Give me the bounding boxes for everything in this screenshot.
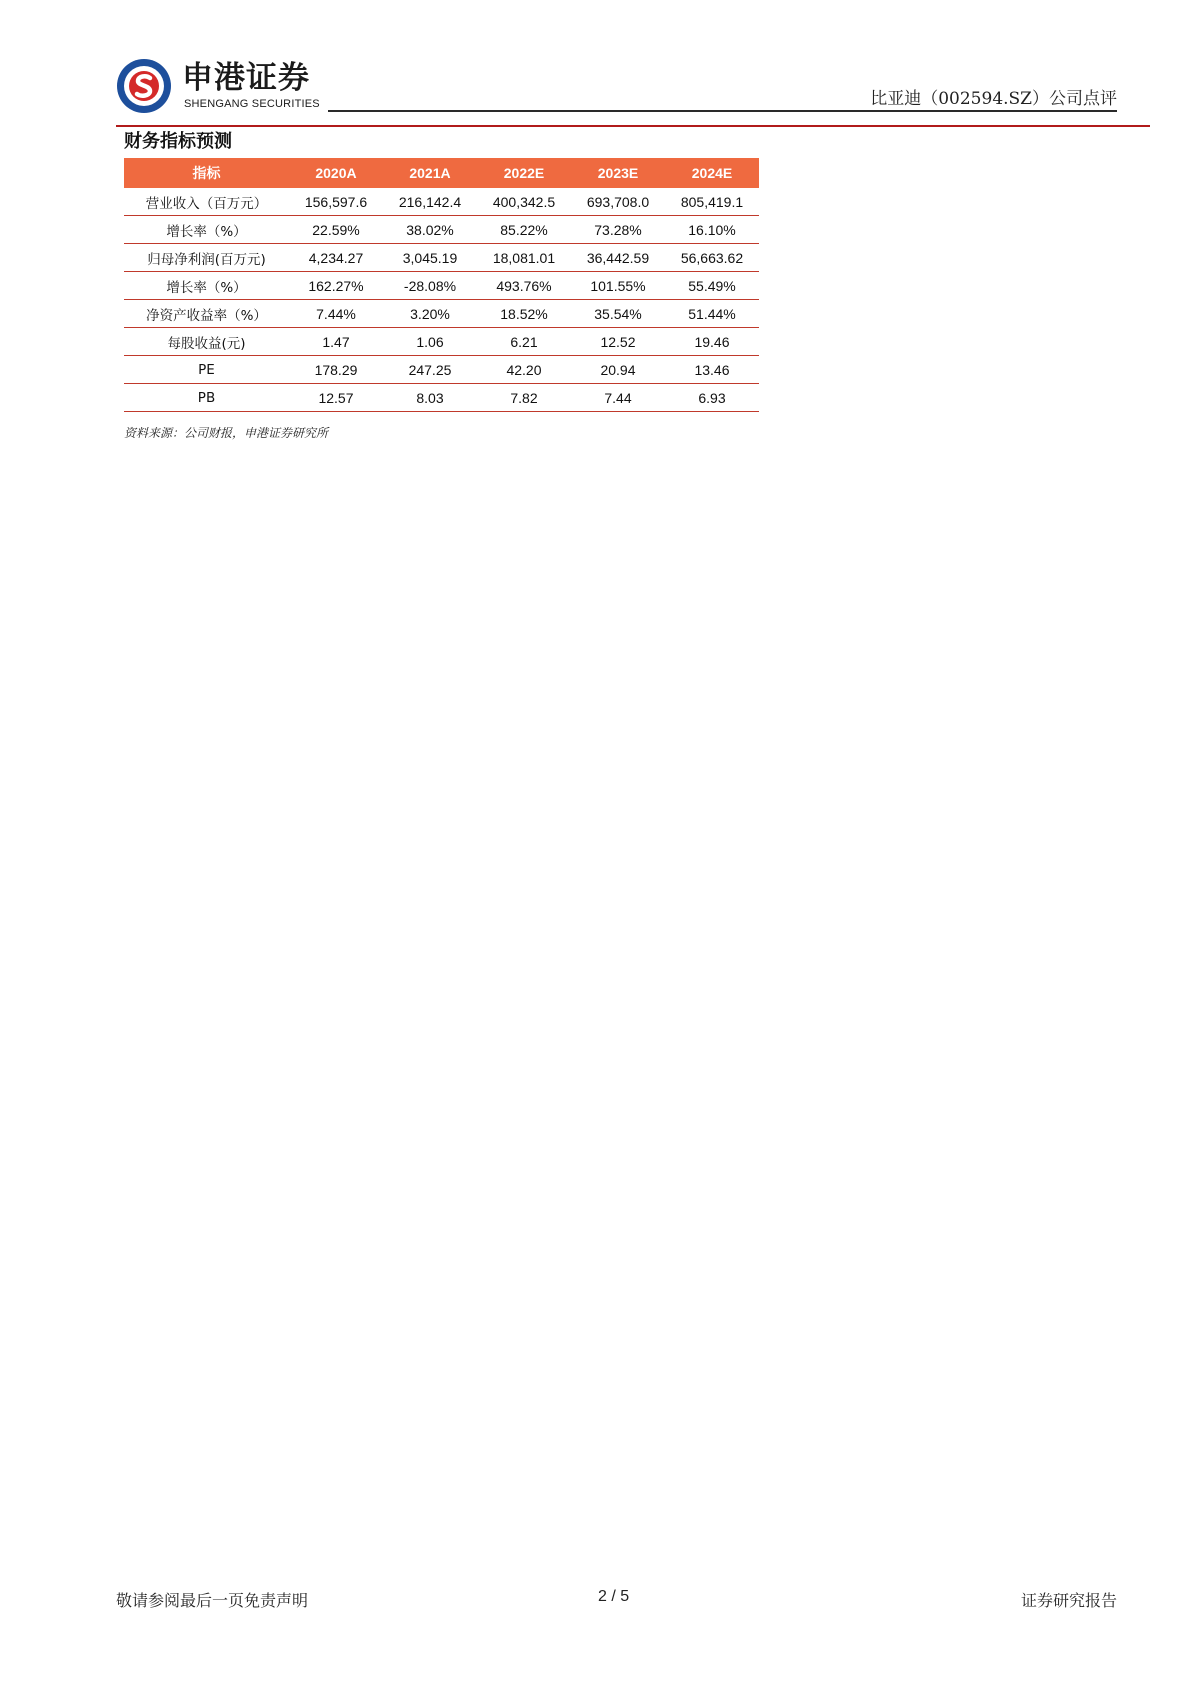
table-row <box>124 188 759 216</box>
table-cell: 400,342.5 <box>477 188 571 216</box>
shengang-logo-icon <box>116 58 172 114</box>
table-cell: 7.82 <box>477 384 571 412</box>
table-cell: 693,708.0 <box>571 188 665 216</box>
table-cell: 6.21 <box>477 328 571 356</box>
row-label: 增长率（%） <box>124 272 289 300</box>
table-cell: 12.52 <box>571 328 665 356</box>
row-label: PE <box>124 356 289 384</box>
table-cell: 7.44% <box>289 300 383 328</box>
table-row <box>124 328 759 356</box>
table-cell: 493.76% <box>477 272 571 300</box>
column-header-2023e: 2023E <box>571 158 665 188</box>
table-cell: 3.20% <box>383 300 477 328</box>
source-note: 资料来源：公司财报，申港证券研究所 <box>124 426 329 440</box>
row-label: 营业收入（百万元） <box>124 188 289 216</box>
table-cell: 6.93 <box>665 384 759 412</box>
table-cell: 42.20 <box>477 356 571 384</box>
table-cell: 73.28% <box>571 216 665 244</box>
table-row <box>124 272 759 300</box>
column-header-metric: 指标 <box>124 158 289 188</box>
table-cell: 805,419.1 <box>665 188 759 216</box>
table-cell: 156,597.6 <box>289 188 383 216</box>
financial-forecast-table <box>124 158 759 412</box>
table-cell: -28.08% <box>383 272 477 300</box>
table-cell: 178.29 <box>289 356 383 384</box>
table-cell: 56,663.62 <box>665 244 759 272</box>
footer-disclaimer: 敬请参阅最后一页免责声明 <box>116 1591 309 1610</box>
column-header-2020a: 2020A <box>289 158 383 188</box>
row-label: PB <box>124 384 289 412</box>
brand-name-cn: 申港证券 <box>182 60 310 96</box>
table-cell: 1.06 <box>383 328 477 356</box>
column-header-2022e: 2022E <box>477 158 571 188</box>
table-cell: 8.03 <box>383 384 477 412</box>
row-label: 归母净利润(百万元) <box>124 244 289 272</box>
table-cell: 20.94 <box>571 356 665 384</box>
column-header-2021a: 2021A <box>383 158 477 188</box>
table-cell: 4,234.27 <box>289 244 383 272</box>
row-label: 增长率（%） <box>124 216 289 244</box>
table-row <box>124 244 759 272</box>
footer-doc-type: 证券研究报告 <box>1020 1591 1117 1610</box>
table-row <box>124 216 759 244</box>
table-cell: 162.27% <box>289 272 383 300</box>
table-cell: 101.55% <box>571 272 665 300</box>
table-cell: 16.10% <box>665 216 759 244</box>
table-cell: 12.57 <box>289 384 383 412</box>
table-row <box>124 300 759 328</box>
table-cell: 18,081.01 <box>477 244 571 272</box>
table-cell: 3,045.19 <box>383 244 477 272</box>
row-label: 每股收益(元) <box>124 328 289 356</box>
header-red-rule <box>116 125 1150 127</box>
section-title: 财务指标预测 <box>124 131 232 152</box>
table-row <box>124 384 759 412</box>
table-cell: 216,142.4 <box>383 188 477 216</box>
column-header-2024e: 2024E <box>665 158 759 188</box>
table-cell: 35.54% <box>571 300 665 328</box>
table-cell: 13.46 <box>665 356 759 384</box>
table-cell: 51.44% <box>665 300 759 328</box>
table-row <box>124 356 759 384</box>
header-divider <box>328 110 1117 112</box>
table-cell: 22.59% <box>289 216 383 244</box>
page-number: 2 / 5 <box>598 1588 630 1605</box>
table-cell: 247.25 <box>383 356 477 384</box>
table-cell: 1.47 <box>289 328 383 356</box>
table-cell: 55.49% <box>665 272 759 300</box>
table-cell: 85.22% <box>477 216 571 244</box>
table-cell: 19.46 <box>665 328 759 356</box>
table-header-row <box>124 158 759 188</box>
table-cell: 7.44 <box>571 384 665 412</box>
report-title: 比亚迪（002594.SZ）公司点评 <box>870 89 1117 109</box>
table-cell: 36,442.59 <box>571 244 665 272</box>
table-cell: 18.52% <box>477 300 571 328</box>
brand-name-en: SHENGANG SECURITIES <box>184 98 320 110</box>
row-label: 净资产收益率（%） <box>124 300 289 328</box>
table-cell: 38.02% <box>383 216 477 244</box>
